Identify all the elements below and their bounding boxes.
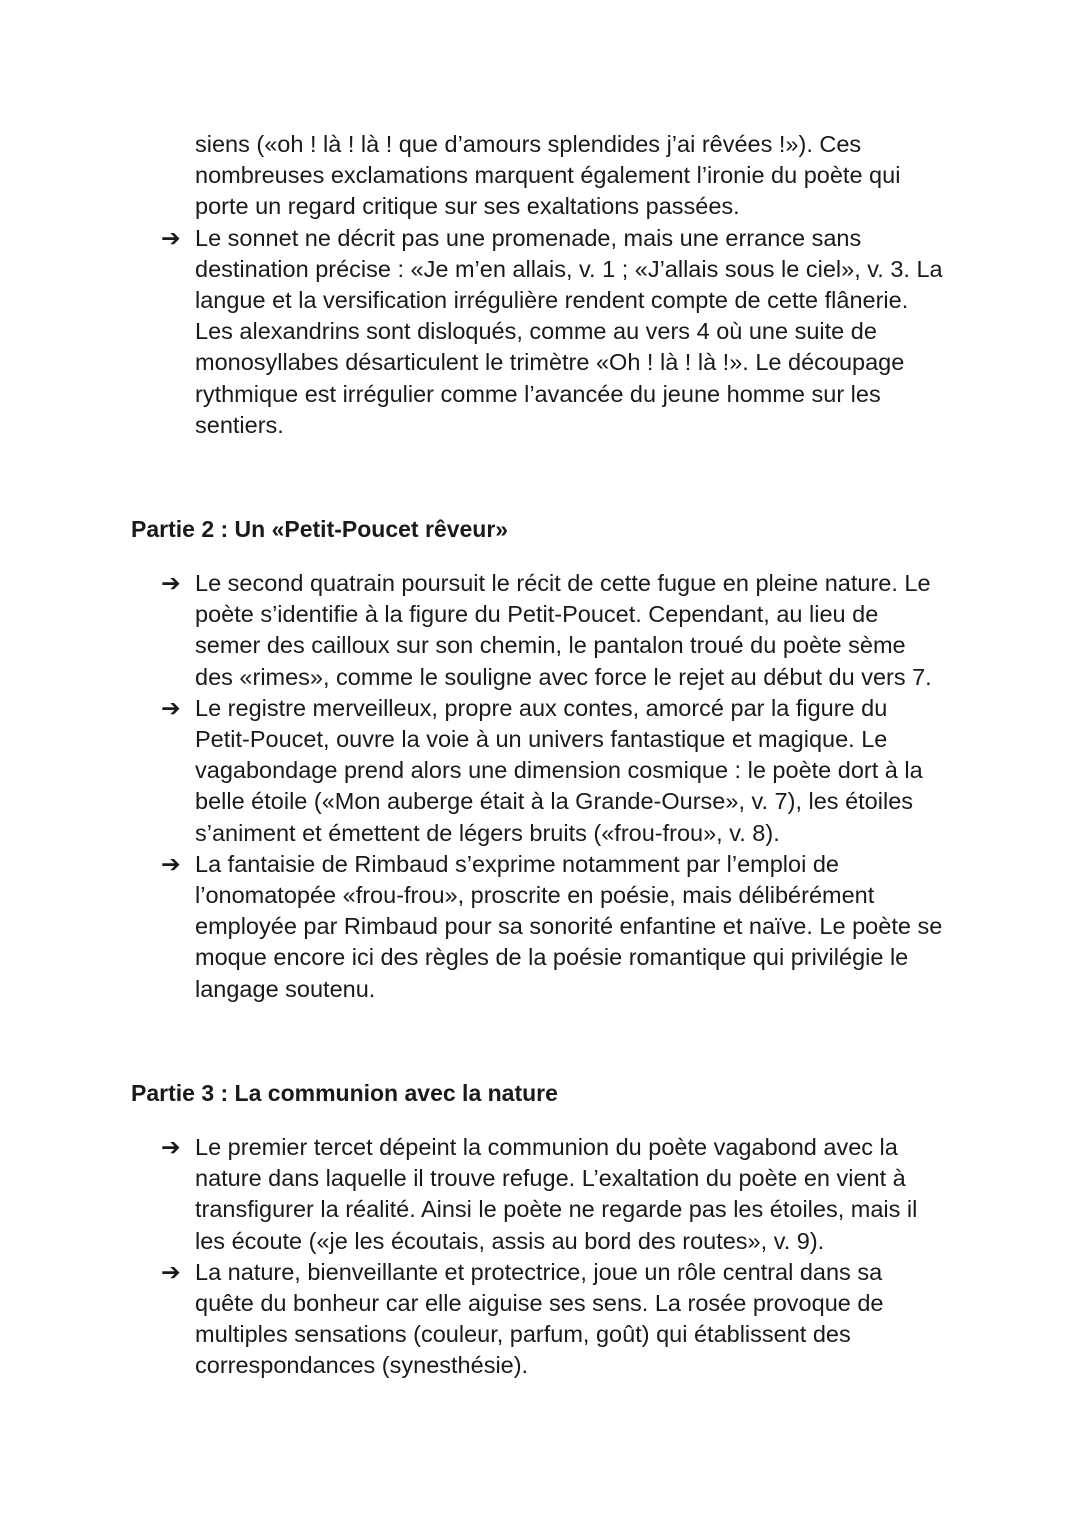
- text-line: quête du bonheur car elle aiguise ses sens. La rosée provoque de: [195, 1289, 884, 1316]
- arrow-bullet-icon: ➔: [161, 569, 181, 597]
- bullet-paragraph: [195, 1257, 955, 1382]
- intro-continuation: [195, 129, 955, 223]
- bullet-paragraph: [195, 568, 955, 693]
- text-line: La fantaisie de Rimbaud s’exprime notamment par l’emploi de: [195, 850, 839, 877]
- text-line: siens («oh ! là ! là ! que d’amours splendides j’ai rêvées !»). Ces: [195, 131, 862, 157]
- text-line: multiples sensations (couleur, parfum, goût) qui établissent des: [195, 1321, 851, 1348]
- text-line: transfigurer la réalité. Ainsi le poète ne regarde pas les étoiles, mais il: [195, 1196, 918, 1223]
- text-line: La nature, bienveillante et protectrice, joue un rôle central dans sa: [195, 1258, 883, 1285]
- text-line: Le second quatrain poursuit le récit de cette fugue en pleine nature. Le: [195, 570, 931, 596]
- text-line: belle étoile («Mon auberge était à la Grande-Ourse», v. 7), les étoiles: [195, 788, 914, 815]
- bullet-paragraph: [195, 693, 955, 849]
- text-line: s’animent et émettent de légers bruits («frou-frou», v. 8).: [195, 819, 780, 846]
- bullet-paragraph: [195, 849, 955, 1005]
- arrow-bullet-icon: ➔: [161, 1257, 181, 1286]
- text-line: des «rimes», comme le souligne avec force le rejet au début du vers 7.: [195, 663, 932, 690]
- text-line: porte un regard critique sur ses exaltations passées.: [195, 193, 740, 220]
- text-line: vagabondage prend alors une dimension cosmique : le poète dort à la: [195, 757, 923, 784]
- text-line: l’onomatopée «frou-frou», proscrite en poésie, mais délibérément: [195, 881, 875, 908]
- text-line: semer des cailloux sur son chemin, le pantalon troué du poète sème: [195, 632, 906, 659]
- text-line: monosyllabes désarticulent le trimètre «Oh ! là ! là !». Le découpage: [195, 349, 905, 376]
- section-heading-partie-3: Partie 3 : La communion avec la nature: [131, 1080, 558, 1106]
- text-line: nombreuses exclamations marquent également l’ironie du poète qui: [195, 162, 901, 189]
- text-line: destination précise : «Je m’en allais, v. 1 ; «J’allais sous le ciel», v. 3. La: [195, 255, 943, 282]
- arrow-bullet-icon: ➔: [161, 223, 181, 252]
- text-line: correspondances (synesthésie).: [195, 1352, 529, 1379]
- arrow-bullet-icon: ➔: [161, 1133, 181, 1161]
- text-line: Les alexandrins sont disloqués, comme au vers 4 où une suite de: [195, 318, 877, 345]
- text-line: langue et la versification irrégulière rendent compte de cette flânerie.: [195, 286, 909, 313]
- bullet-paragraph: [195, 223, 955, 441]
- text-line: Le registre merveilleux, propre aux contes, amorcé par la figure du: [195, 694, 888, 721]
- bullet-paragraph: [195, 1132, 955, 1257]
- text-line: sentiers.: [195, 411, 284, 438]
- text-line: nature dans laquelle il trouve refuge. L’exaltation du poète en vient à: [195, 1165, 906, 1192]
- text-line: rythmique est irrégulier comme l’avancée du jeune homme sur les: [195, 380, 881, 407]
- text-line: Le premier tercet dépeint la communion du poète vagabond avec la: [195, 1134, 898, 1160]
- text-line: poète s’identifie à la figure du Petit-Poucet. Cependant, au lieu de: [195, 601, 879, 628]
- text-line: langage soutenu.: [195, 975, 376, 1002]
- arrow-bullet-icon: ➔: [161, 693, 181, 722]
- text-line: les écoute («je les écoutais, assis au bord des routes», v. 9).: [195, 1227, 825, 1254]
- section-heading-partie-2: Partie 2 : Un «Petit-Poucet rêveur»: [131, 516, 509, 542]
- text-line: employée par Rimbaud pour sa sonorité enfantine et naïve. Le poète se: [195, 913, 943, 940]
- arrow-bullet-icon: ➔: [161, 849, 181, 878]
- text-line: moque encore ici des règles de la poésie romantique qui privilégie le: [195, 944, 909, 971]
- text-line: Le sonnet ne décrit pas une promenade, mais une errance sans: [195, 224, 862, 251]
- text-line: Petit-Poucet, ouvre la voie à un univers fantastique et magique. Le: [195, 725, 888, 752]
